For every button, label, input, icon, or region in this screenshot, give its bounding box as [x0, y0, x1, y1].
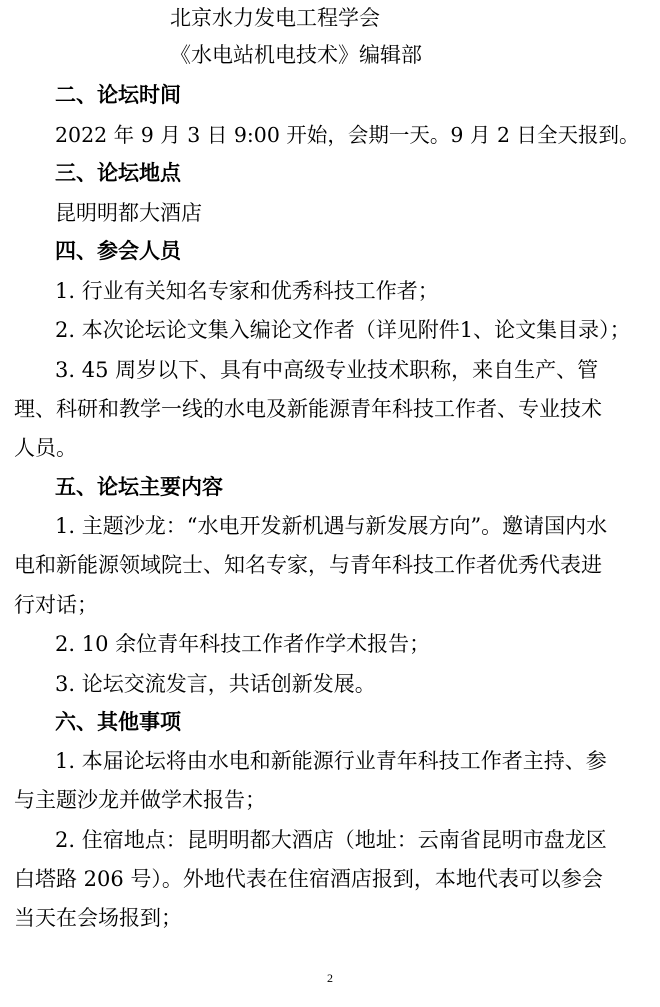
venue-text: 昆明明都大酒店 — [55, 201, 202, 225]
participants-item-3-line-1: 3. 45 周岁以下、具有中高级专业技术职称，来自生产、管 — [55, 358, 599, 382]
participants-item-3-line-2: 理、科研和教学一线的水电及新能源青年科技工作者、专业技术 — [14, 397, 602, 421]
other-item-1-line-2: 与主题沙龙并做学术报告； — [14, 788, 266, 812]
heading-other: 六、其他事项 — [55, 709, 181, 734]
other-item-2-line-3: 当天在会场报到； — [14, 906, 182, 930]
participants-item-1: 1. 行业有关知名专家和优秀科技工作者； — [55, 279, 439, 303]
participants-item-2: 2. 本次论坛论文集入编论文作者（详见附件1、论文集目录）； — [55, 318, 631, 342]
content-item-3: 3. 论坛交流发言，共话创新发展。 — [55, 672, 376, 696]
other-item-2-line-1: 2. 住宿地点：昆明明都大酒店（地址：云南省昆明市盘龙区 — [55, 828, 607, 852]
heading-content: 五、论坛主要内容 — [55, 474, 223, 499]
content-item-1-line-3: 行对话； — [14, 593, 98, 617]
heading-participants: 四、参会人员 — [55, 238, 181, 263]
participants-item-3-line-3: 人员。 — [14, 436, 77, 460]
editorial-dept: 《水电站机电技术》编辑部 — [170, 43, 422, 67]
time-text: 2022 年 9 月 3 日 9:00 开始，会期一天。9 月 2 日全天报到。 — [55, 123, 640, 147]
other-item-2-line-2: 白塔路 206 号）。外地代表在住宿酒店报到，本地代表可以参会 — [14, 867, 603, 891]
heading-venue: 三、论坛地点 — [55, 160, 181, 185]
content-item-1-line-1: 1. 主题沙龙：“水电开发新机遇与新发展方向”。邀请国内水 — [55, 514, 608, 538]
content-item-2: 2. 10 余位青年科技工作者作学术报告； — [55, 632, 431, 656]
org-name: 北京水力发电工程学会 — [170, 6, 380, 30]
other-item-1-line-1: 1. 本届论坛将由水电和新能源行业青年科技工作者主持、参 — [55, 749, 607, 773]
heading-time: 二、论坛时间 — [55, 82, 181, 107]
page-number: 2 — [327, 971, 333, 985]
content-item-1-line-2: 电和新能源领域院士、知名专家，与青年科技工作者优秀代表进 — [14, 553, 602, 577]
